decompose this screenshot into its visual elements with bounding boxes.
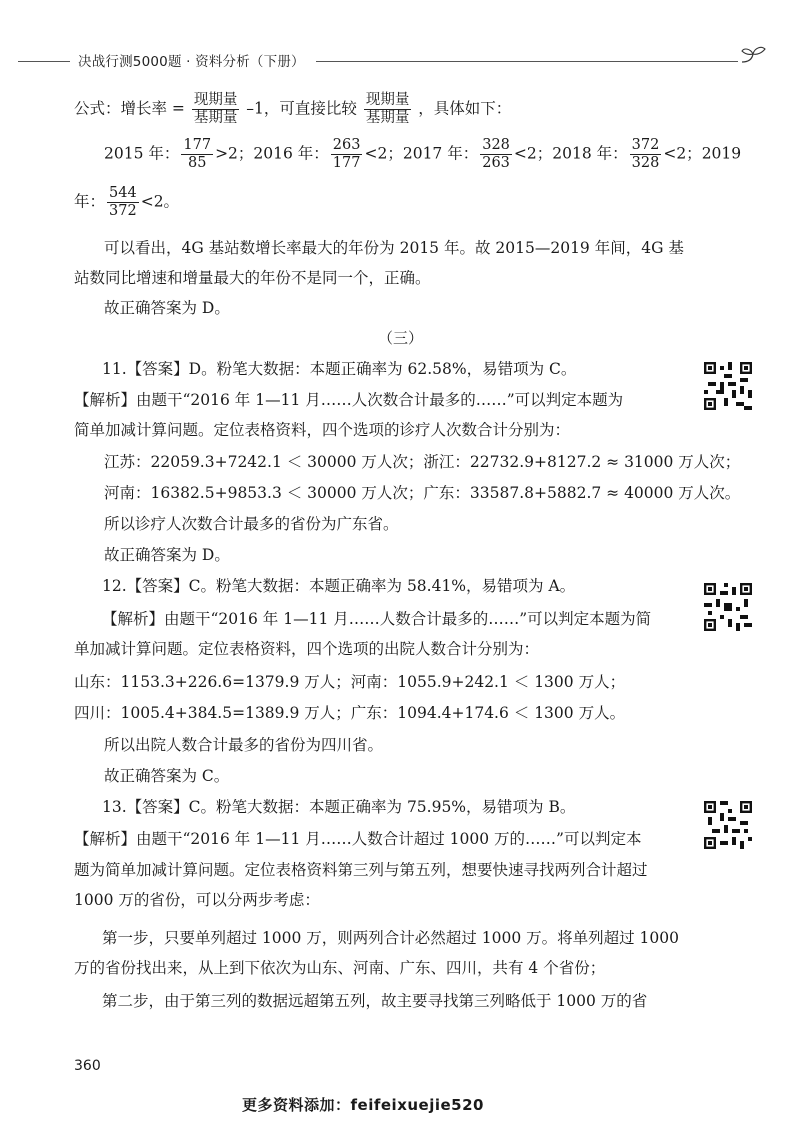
- fraction: [181, 138, 213, 171]
- fraction-numerator: 177: [181, 138, 213, 155]
- formula-line: [74, 93, 511, 126]
- ratios-line: [74, 186, 179, 219]
- analysis-line: 所以诊疗人次数合计最多的省份为广东省。: [104, 515, 399, 533]
- ratio-year: 2018 年：: [552, 144, 628, 163]
- analysis-line: 河南：16382.5+9853.3 ＜ 30000 万人次；广东：33587.8+5882.7 ≈ 40000 万人次。: [104, 484, 741, 502]
- sprout-icon: [738, 44, 768, 66]
- ratio-year: 年：: [74, 192, 106, 211]
- section-heading: （三）: [378, 329, 424, 347]
- answer-line: 故正确答案为 D。: [104, 299, 230, 317]
- ratio-compare: <2。: [140, 192, 180, 211]
- header-rule-right: [316, 61, 738, 62]
- fraction: [192, 93, 240, 126]
- analysis-line: 【解析】由题干“2016 年 1—11 月……人数合计最多的……”可以判定本题为简: [102, 610, 652, 628]
- fraction-denominator: 328: [631, 155, 660, 172]
- analysis-line: 第二步，由于第三列的数据远超第五列，故主要寻找第三列略低于 1000 万的省: [102, 992, 648, 1010]
- formula-suffix: ，具体如下：: [418, 99, 512, 118]
- question-title: 11.【答案】D。粉笔大数据：本题正确率为 62.58%，易错项为 C。: [102, 360, 577, 378]
- analysis-line: 所以出院人数合计最多的省份为四川省。: [104, 736, 384, 754]
- footer-label: 更多资料添加：: [242, 1096, 351, 1114]
- formula-prefix: 公式：增长率 =: [74, 99, 185, 118]
- header-title: 决战行测5000题 · 资料分析（下册）: [78, 54, 305, 70]
- paragraph-line: 站数同比增速和增量最大的年份不是同一个，正确。: [74, 269, 431, 287]
- analysis-line: 1000 万的省份，可以分两步考虑：: [74, 891, 320, 909]
- answer-line: 故正确答案为 C。: [104, 767, 230, 785]
- fraction-numerator: 544: [107, 186, 139, 203]
- analysis-line: 【解析】由题干“2016 年 1—11 月……人次数合计最多的……”可以判定本题为: [74, 391, 624, 409]
- ratio-year: 2016 年：: [253, 144, 329, 163]
- ratio-compare: <2；: [663, 144, 702, 163]
- footer-note: [242, 1094, 484, 1115]
- fraction-numerator: 328: [480, 138, 512, 155]
- fraction-denominator: 基期量: [193, 110, 238, 127]
- question-title: 12.【答案】C。粉笔大数据：本题正确率为 58.41%，易错项为 A。: [102, 577, 576, 595]
- analysis-line: 山东：1153.3+226.6=1379.9 万人；河南：1055.9+242.1 ＜ 1300 万人；: [74, 673, 626, 691]
- fraction-denominator: 基期量: [365, 110, 410, 127]
- fraction-numerator: 263: [331, 138, 363, 155]
- page-number: 360: [74, 1058, 101, 1074]
- analysis-line: 单加减计算问题。定位表格资料，四个选项的出院人数合计分别为：: [74, 640, 540, 658]
- fraction-numerator: 现期量: [192, 93, 240, 110]
- analysis-line: 题为简单加减计算问题。定位表格资料第三列与第五列，想要快速寻找两列合计超过: [74, 861, 648, 879]
- header-rule-left: [18, 61, 70, 62]
- formula-mid: –1，可直接比较: [246, 99, 357, 118]
- fraction-denominator: 85: [187, 155, 207, 172]
- fraction: [480, 138, 512, 171]
- fraction-denominator: 372: [109, 203, 137, 220]
- paragraph-line: 可以看出，4G 基站数增长率最大的年份为 2015 年。故 2015—2019 年间，4G 基: [104, 239, 684, 257]
- ratio-year: 2017 年：: [402, 144, 479, 163]
- analysis-line: 江苏：22059.3+7242.1 ＜ 30000 万人次；浙江：22732.9+8127.2 ≈ 31000 万人次；: [104, 453, 741, 471]
- analysis-line: 简单加减计算问题。定位表格资料，四个选项的诊疗人次数合计分别为：: [74, 421, 571, 439]
- analysis-line: 第一步，只要单列超过 1000 万，则两列合计必然超过 1000 万。将单列超过 1000: [102, 929, 679, 947]
- fraction-numerator: 372: [630, 138, 662, 155]
- analysis-line: 四川：1005.4+384.5=1389.9 万人；广东：1094.4+174.6 ＜ 1300 万人。: [74, 704, 626, 722]
- fraction: [107, 186, 139, 219]
- qr-code-icon[interactable]: [704, 801, 752, 849]
- question-title: 13.【答案】C。粉笔大数据：本题正确率为 75.95%，易错项为 B。: [102, 798, 576, 816]
- footer-handle: feifeixuejie520: [350, 1096, 484, 1114]
- ratios-line: [104, 138, 741, 171]
- ratio-compare: <2；: [513, 144, 553, 163]
- answer-line: 故正确答案为 D。: [104, 546, 230, 564]
- qr-code-icon[interactable]: [704, 583, 752, 631]
- ratio-year: 2015 年：: [104, 144, 180, 163]
- analysis-line: 【解析】由题干“2016 年 1—11 月……人数合计超过 1000 万的……”可以判定本: [74, 830, 642, 848]
- fraction-numerator: 现期量: [364, 93, 412, 110]
- fraction-denominator: 177: [332, 155, 361, 172]
- ratio-compare: >2；: [215, 144, 254, 163]
- ratio-year: 2019: [701, 144, 742, 163]
- fraction: [331, 138, 363, 171]
- fraction-denominator: 263: [482, 155, 510, 172]
- fraction: [630, 138, 662, 171]
- qr-code-icon[interactable]: [704, 362, 752, 410]
- ratio-compare: <2；: [364, 144, 403, 163]
- fraction: [364, 93, 412, 126]
- analysis-line: 万的省份找出来，从上到下依次为山东、河南、广东、四川，共有 4 个省份；: [74, 959, 606, 977]
